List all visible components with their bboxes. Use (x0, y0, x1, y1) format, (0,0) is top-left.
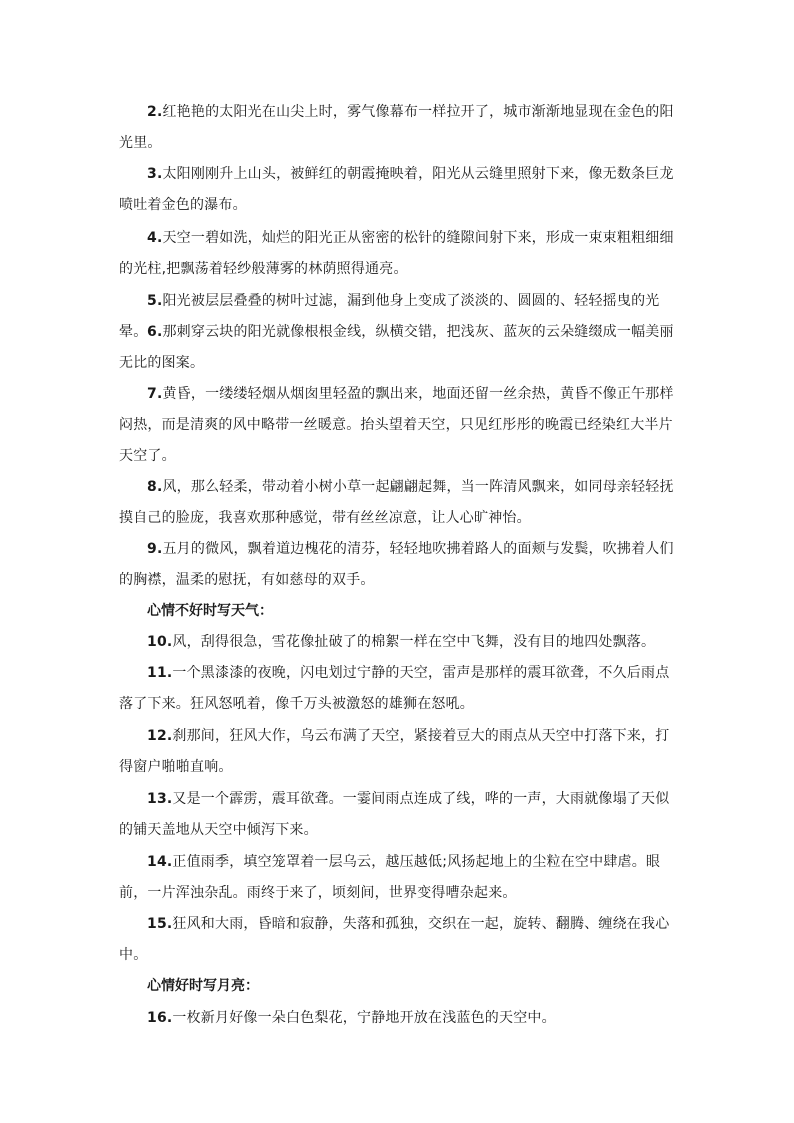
paragraph-text: 红艳艳的太阳光在山尖上时，雾气像幕布一样拉开了，城市渐渐地显现在金色的阳光里。 (119, 104, 674, 151)
paragraph-number: 6. (147, 324, 163, 340)
paragraph-number: 13. (147, 791, 173, 807)
paragraph-number: 5. (147, 293, 163, 309)
section-heading-bad-mood-weather: 心情不好时写天气： (147, 603, 273, 619)
paragraph-number: 9. (147, 541, 163, 557)
paragraph-number: 14. (147, 854, 173, 870)
paragraph-13 (119, 784, 679, 846)
paragraph-text: 风，那么轻柔，带动着小树小草一起翩翩起舞，当一阵清风飘来，如同母亲轻轻抚摸自己的脸庞，我喜欢那种感觉，带有丝丝凉意，让人心旷神怡。 (119, 479, 674, 526)
paragraph-text: 太阳刚刚升上山头，被鲜红的朝霞掩映着，阳光从云缝里照射下来，像无数条巨龙喷吐着金色的瀑布。 (119, 166, 674, 213)
paragraph-3 (119, 159, 679, 221)
paragraph-16 (119, 1003, 679, 1034)
paragraph-text: 天空一碧如洗，灿烂的阳光正从密密的松针的缝隙间射下来，形成一束束粗粗细细的光柱,把飘荡着轻纱般薄雾的林荫照得通亮。 (119, 230, 674, 277)
paragraph-8 (119, 472, 679, 534)
paragraph-number: 8. (147, 479, 163, 495)
paragraph-number: 4. (147, 230, 163, 246)
paragraph-number: 11. (147, 665, 173, 681)
paragraph-text: 那刺穿云块的阳光就像根根金线，纵横交错，把浅灰、蓝灰的云朵缝缀成一幅美丽无比的图案。 (119, 324, 674, 371)
paragraph-text: 狂风和大雨，昏暗和寂静，失落和孤独，交织在一起，旋转、翻腾、缠绕在我心中。 (119, 916, 670, 963)
paragraph-7 (119, 379, 679, 472)
paragraph-number: 12. (147, 728, 173, 744)
paragraph-14 (119, 847, 679, 909)
paragraph-number: 15. (147, 916, 173, 932)
paragraph-text: 阳光被层层叠叠的树叶过滤，漏到他身上变成了淡淡的、圆圆的、轻轻摇曳的光晕。 (119, 293, 660, 340)
paragraph-12 (119, 721, 679, 783)
paragraph-6 (119, 317, 679, 379)
paragraph-text: 黄昏，一缕缕轻烟从烟囱里轻盈的飘出来，地面还留一丝余热，黄昏不像正午那样闷热，而是清爽的风中略带一丝暖意。抬头望着天空，只见红彤彤的晚霞已经染红大半片天空了。 (119, 386, 674, 464)
paragraph-15 (119, 909, 679, 971)
section-heading-good-mood-moon: 心情好时写月亮： (147, 978, 259, 994)
paragraph-2 (119, 97, 679, 159)
paragraph-4 (119, 223, 679, 285)
paragraph-text: 正值雨季，填空笼罩着一层乌云，越压越低;风扬起地上的尘粒在空中肆虐。眼前，一片浑浊杂乱。雨终于来了，顷刻间，世界变得嘈杂起来。 (119, 854, 661, 901)
paragraph-10 (119, 627, 679, 658)
paragraph-number: 7. (147, 386, 163, 402)
paragraph-11 (119, 658, 679, 720)
paragraph-number: 3. (147, 166, 163, 182)
paragraph-text: 一个黑漆漆的夜晚，闪电划过宁静的天空，雷声是那样的震耳欲聋，不久后雨点落了下来。狂风怒吼着，像千万头被激怒的雄狮在怒吼。 (119, 665, 670, 712)
paragraph-text: 五月的微风，飘着道边槐花的清芬，轻轻地吹拂着路人的面颊与发鬓，吹拂着人们的胸襟，温柔的慰抚，有如慈母的双手。 (119, 541, 674, 588)
paragraph-text: 一枚新月好像一朵白色梨花，宁静地开放在浅蓝色的天空中。 (172, 1010, 556, 1026)
paragraph-number: 10. (147, 634, 173, 650)
paragraph-text: 风，刮得很急，雪花像扯破了的棉絮一样在空中飞舞，没有目的地四处飘落。 (172, 634, 656, 650)
paragraph-text: 又是一个霹雳，震耳欲聋。一霎间雨点连成了线，哗的一声，大雨就像塌了天似的铺天盖地从天空中倾泻下来。 (119, 791, 670, 838)
paragraph-number: 2. (147, 104, 163, 120)
paragraph-text: 刹那间，狂风大作，乌云布满了天空，紧接着豆大的雨点从天空中打落下来，打得窗户啪啪直响。 (119, 728, 670, 775)
paragraph-9 (119, 534, 679, 596)
paragraph-number: 16. (147, 1010, 173, 1026)
